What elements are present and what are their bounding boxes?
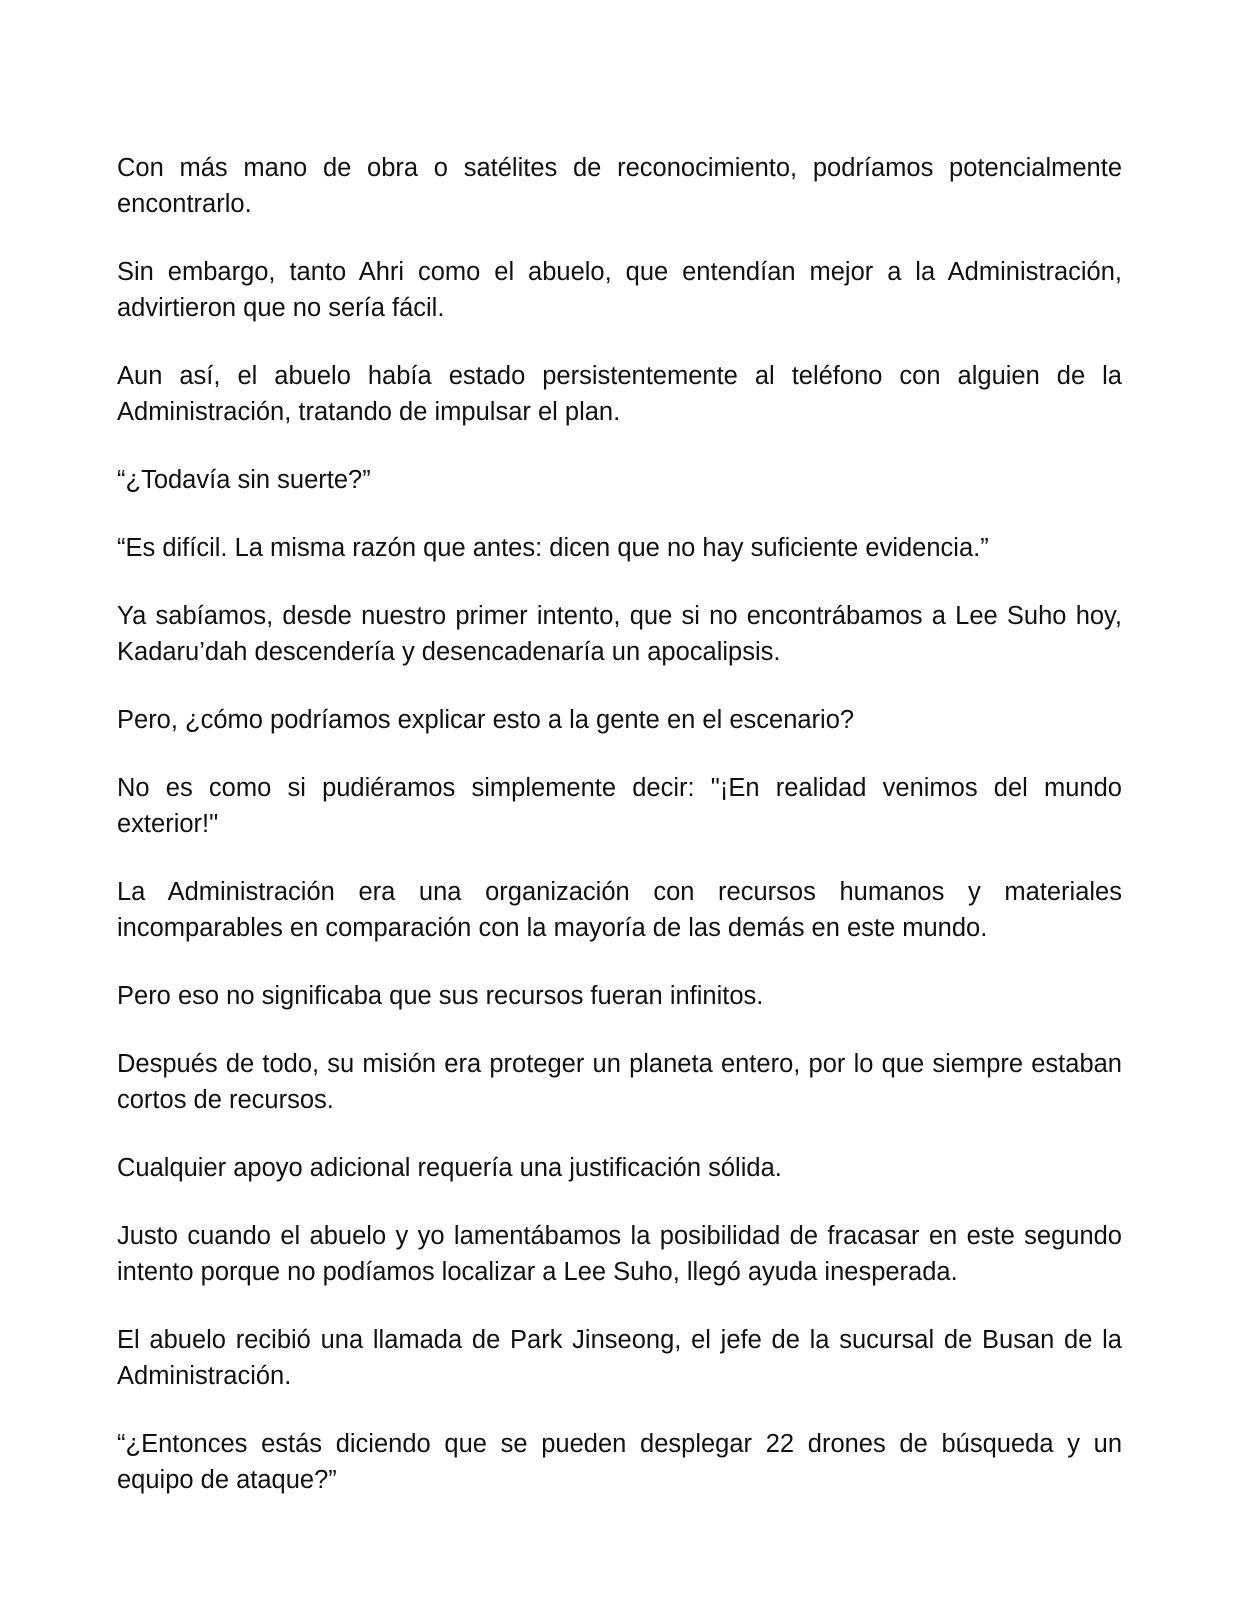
paragraph-11: Después de todo, su misión era proteger un planeta entero, por lo que siempre estaban cortos de recursos. [117,1050,1122,1114]
paragraph-12: Cualquier apoyo adicional requería una justificación sólida. [117,1154,782,1182]
paragraph-4: “¿Todavía sin suerte?” [117,466,371,494]
paragraph-5: “Es difícil. La misma razón que antes: dicen que no hay suficiente evidencia.” [117,534,989,562]
paragraph-14: El abuelo recibió una llamada de Park Jinseong, el jefe de la sucursal de Busan de la Administración. [117,1326,1122,1390]
paragraph-1: Con más mano de obra o satélites de reconocimiento, podríamos potencialmente encontrarlo. [117,154,1122,218]
paragraph-9: La Administración era una organización con recursos humanos y materiales incomparables en comparación con la mayoría de las demás en este mundo. [117,878,1122,942]
paragraph-7: Pero, ¿cómo podríamos explicar esto a la gente en el escenario? [117,706,855,734]
paragraph-15: “¿Entonces estás diciendo que se pueden desplegar 22 drones de búsqueda y un equipo de ataque?” [117,1430,1122,1494]
paragraph-3: Aun así, el abuelo había estado persistentemente al teléfono con alguien de la Administración, tratando de impulsar el plan. [117,362,1122,426]
paragraph-6: Ya sabíamos, desde nuestro primer intento, que si no encontrábamos a Lee Suho hoy, Kadaru’dah descendería y desencadenaría un apocalipsis. [117,602,1122,666]
paragraph-8: No es como si pudiéramos simplemente decir: "¡En realidad venimos del mundo exterior!" [117,774,1122,838]
paragraph-10: Pero eso no significaba que sus recursos fueran infinitos. [117,982,764,1010]
document-page [117,150,1122,1498]
paragraph-13: Justo cuando el abuelo y yo lamentábamos la posibilidad de fracasar en este segundo intento porque no podíamos localizar a Lee Suho, llegó ayuda inesperada. [117,1222,1122,1286]
paragraph-2: Sin embargo, tanto Ahri como el abuelo, que entendían mejor a la Administración, advirtieron que no sería fácil. [117,258,1122,322]
